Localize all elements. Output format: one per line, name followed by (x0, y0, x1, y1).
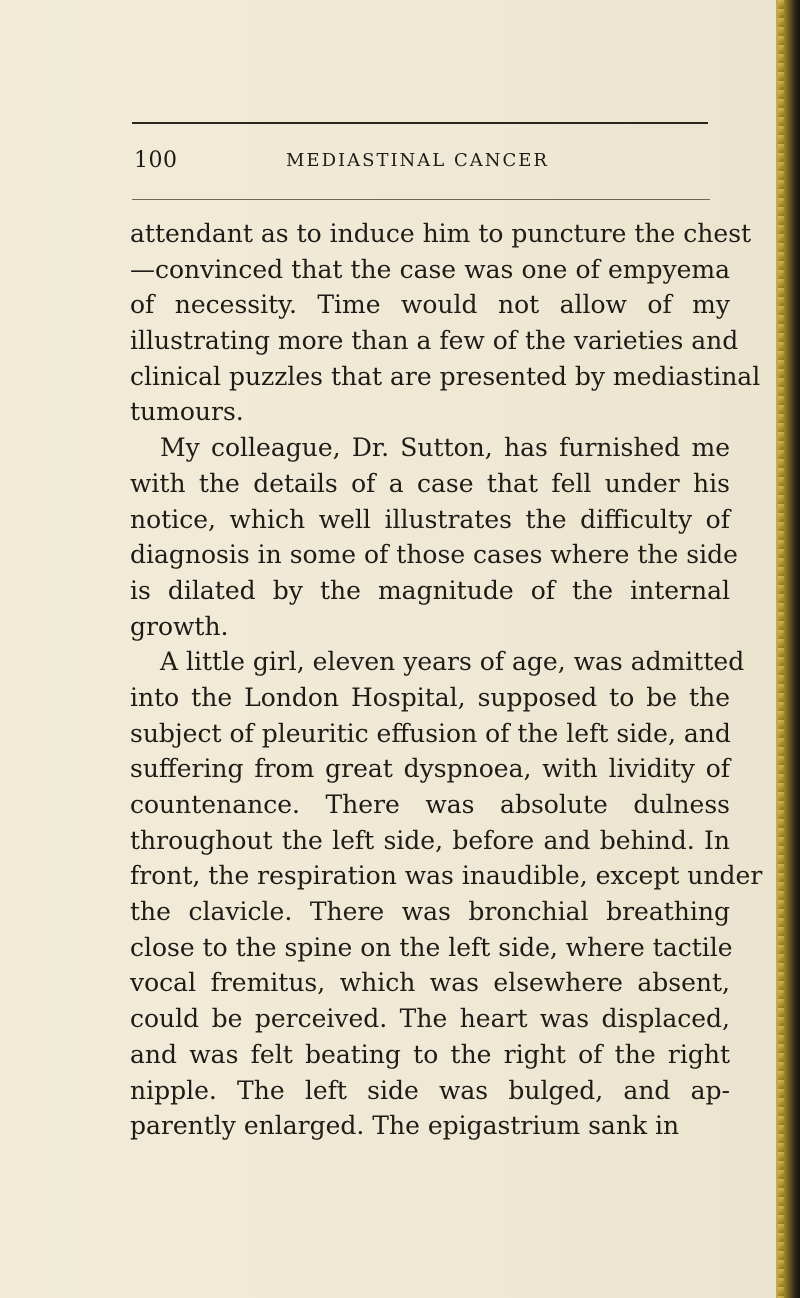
text-line: suffering from great dyspnoea, with lividity of (130, 754, 730, 784)
text-line: is dilated by the magnitude of the internal (130, 575, 730, 605)
text-line: clinical puzzles that are presented by mediastinal (130, 361, 761, 391)
header-rule (132, 199, 710, 200)
text-line: close to the spine on the left side, where tactile (130, 932, 733, 962)
text-line: —convinced that the case was one of empyema (130, 254, 730, 284)
text-line: diagnosis in some of those cases where the side (130, 540, 738, 570)
body-text (130, 216, 763, 1144)
text-line: with the details of a case that fell under his (130, 468, 730, 498)
text-line: could be perceived. The heart was displaced, (130, 1004, 730, 1034)
text-line: growth. (130, 611, 229, 641)
text-line: the clavicle. There was bronchial breathing (130, 897, 730, 927)
running-head (134, 148, 734, 176)
text-line: A little girl, eleven years of age, was admitted (160, 647, 745, 677)
text-line: subject of pleuritic effusion of the left side, and (130, 718, 731, 748)
text-line: of necessity. Time would not allow of my (130, 290, 730, 320)
text-line: attendant as to induce him to puncture the chest (130, 219, 752, 248)
text-line: illustrating more than a few of the varieties and (130, 326, 739, 356)
text-line: and was felt beating to the right of the right (130, 1039, 730, 1069)
page-gilt-edge (776, 0, 800, 1298)
text-line: notice, which well illustrates the difficulty of (130, 504, 730, 534)
text-line: parently enlarged. The epigastrium sank in (130, 1111, 680, 1141)
text-line: tumours. (130, 397, 244, 427)
text-line: My colleague, Dr. Sutton, has furnished me (160, 433, 730, 463)
text-line: throughout the left side, before and behind. In (130, 825, 730, 855)
text-line: front, the respiration was inaudible, except under (130, 861, 763, 891)
top-rule (132, 122, 708, 124)
text-line: nipple. The left side was bulged, and ap- (130, 1075, 730, 1105)
page-number: 100 (134, 148, 178, 173)
running-title: MEDIASTINAL CANCER (286, 150, 549, 171)
text-line: into the London Hospital, supposed to be the (130, 682, 730, 712)
text-line: vocal fremitus, which was elsewhere absent, (130, 968, 730, 998)
text-line: countenance. There was absolute dulness (130, 790, 730, 819)
